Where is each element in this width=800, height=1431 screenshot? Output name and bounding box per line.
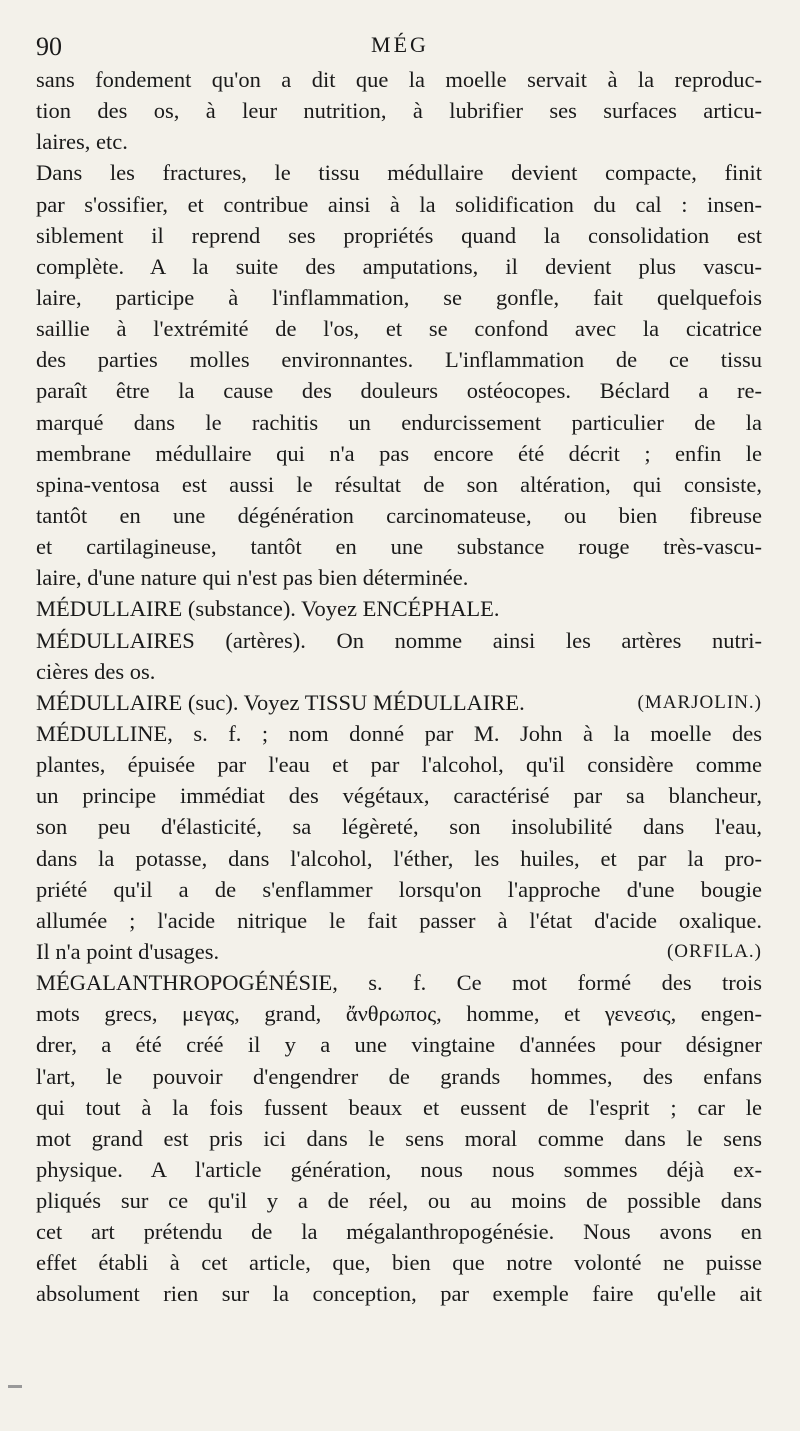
- text-line: [36, 656, 762, 687]
- line-text: Il n'a point d'usages.: [36, 938, 220, 964]
- text-line: [36, 562, 762, 593]
- line-text: par s'ossifier, et contribue ainsi à la solidification du cal : insen-: [36, 191, 762, 217]
- line-text: priété qu'il a de s'enflammer lorsqu'on l'approche d'une bougie: [36, 876, 762, 902]
- text-line: [36, 64, 762, 95]
- text-line: [36, 1278, 762, 1309]
- line-text: MÉDULLINE, s. f. ; nom donné par M. John à la moelle des: [36, 720, 762, 746]
- text-line: [36, 469, 762, 500]
- text-line: [36, 874, 762, 905]
- line-text: spina-ventosa est aussi le résultat de son altération, qui consiste,: [36, 471, 762, 497]
- line-text: cet art prétendu de la mégalanthropogénésie. Nous avons en: [36, 1219, 762, 1245]
- text-line: [36, 1247, 762, 1278]
- line-text: cières des os.: [36, 658, 156, 684]
- text-line: [36, 625, 762, 656]
- line-text: effet établi à cet article, que, bien que notre volonté ne puisse: [36, 1250, 762, 1276]
- text-line: [36, 1123, 762, 1154]
- line-text: tantôt en une dégénération carcinomateuse, ou bien fibreuse: [36, 502, 762, 528]
- text-line: [36, 1154, 762, 1185]
- page-number: 90: [36, 32, 62, 61]
- text-line: [36, 189, 762, 220]
- text-line: [36, 531, 762, 562]
- line-text: plantes, épuisée par l'eau et par l'alcohol, qu'il considère comme: [36, 752, 762, 778]
- text-line: [36, 407, 762, 438]
- line-text: saillie à l'extrémité de l'os, et se confond avec la cicatrice: [36, 316, 762, 342]
- text-line: [36, 313, 762, 344]
- text-line: [36, 500, 762, 531]
- text-line: [36, 1216, 762, 1247]
- author-credit: (ORFILA.): [666, 940, 762, 962]
- page-body-text: [36, 64, 762, 1310]
- line-text: MÉDULLAIRE (substance). Voyez ENCÉPHALE.: [36, 596, 500, 622]
- line-text: pliqués sur ce qu'il y a de réel, ou au moins de possible dans: [36, 1188, 762, 1214]
- line-text: marqué dans le rachitis un endurcissement particulier de la: [36, 409, 762, 435]
- line-text: siblement il reprend ses propriétés quand la consolidation est: [36, 222, 762, 248]
- text-line: [36, 780, 762, 811]
- line-text: mot grand est pris ici dans le sens moral comme dans le sens: [36, 1125, 762, 1151]
- line-text: physique. A l'article génération, nous nous sommes déjà ex-: [36, 1156, 762, 1182]
- line-text: Dans les fractures, le tissu médullaire devient compacte, finit: [36, 160, 762, 186]
- page-header: [36, 32, 764, 64]
- line-text: allumée ; l'acide nitrique le fait passer à l'état d'acide oxalique.: [36, 907, 762, 933]
- text-line: [36, 905, 762, 936]
- line-text: des parties molles environnantes. L'inflammation de ce tissu: [36, 347, 762, 373]
- line-text: mots grecs, μεγας, grand, ἄνθρωπος, homme, et γενεσις, engen-: [36, 1001, 762, 1027]
- line-text: son peu d'élasticité, sa légèreté, son insolubilité dans l'eau,: [36, 814, 762, 840]
- line-text: MÉGALANTHROPOGÉNÉSIE, s. f. Ce mot formé des trois: [36, 970, 762, 996]
- text-line: [36, 967, 762, 998]
- text-line: [36, 344, 762, 375]
- line-text: paraît être la cause des douleurs ostéocopes. Béclard a re-: [36, 378, 762, 404]
- line-text: sans fondement qu'on a dit que la moelle servait à la reproduc-: [36, 67, 762, 92]
- text-line: [36, 1092, 762, 1123]
- author-credit: (MARJOLIN.): [637, 691, 762, 713]
- line-text: membrane médullaire qui n'a pas encore été décrit ; enfin le: [36, 440, 762, 466]
- text-line: [36, 718, 762, 749]
- line-text: complète. A la suite des amputations, il devient plus vascu-: [36, 253, 762, 279]
- line-text: l'art, le pouvoir d'engendrer de grands hommes, des enfans: [36, 1063, 762, 1089]
- line-text: drer, a été créé il y a une vingtaine d'années pour désigner: [36, 1032, 762, 1058]
- text-line: [36, 438, 762, 469]
- text-line: [36, 998, 762, 1029]
- line-text: qui tout à la fois fussent beaux et eussent de l'esprit ; car le: [36, 1094, 762, 1120]
- text-line: [36, 251, 762, 282]
- text-line: [36, 1185, 762, 1216]
- line-text: laire, d'une nature qui n'est pas bien déterminée.: [36, 565, 469, 591]
- line-text: et cartilagineuse, tantôt en une substance rouge très-vascu-: [36, 534, 762, 560]
- text-line: [36, 220, 762, 251]
- line-text: tion des os, à leur nutrition, à lubrifier ses surfaces articu-: [36, 98, 762, 124]
- text-line: [36, 811, 762, 842]
- text-line: [36, 375, 762, 406]
- running-head: MÉG: [371, 32, 429, 57]
- text-line: [36, 936, 762, 967]
- text-line: [36, 1061, 762, 1092]
- line-text: MÉDULLAIRES (artères). On nomme ainsi les artères nutri-: [36, 627, 762, 653]
- line-text: dans la potasse, dans l'alcohol, l'éther, les huiles, et par la pro-: [36, 845, 762, 871]
- line-text: un principe immédiat des végétaux, caractérisé par sa blancheur,: [36, 783, 762, 809]
- text-line: [36, 1029, 762, 1060]
- line-text: absolument rien sur la conception, par exemple faire qu'elle ait: [36, 1281, 762, 1307]
- text-line: [36, 95, 762, 126]
- text-line: [36, 687, 762, 718]
- text-line: [36, 749, 762, 780]
- text-line: [36, 593, 762, 624]
- text-line: [36, 843, 762, 874]
- text-line: [36, 282, 762, 313]
- print-mark: [8, 1385, 22, 1388]
- line-text: MÉDULLAIRE (suc). Voyez TISSU MÉDULLAIRE.: [36, 689, 525, 715]
- text-line: [36, 126, 762, 157]
- line-text: laire, participe à l'inflammation, se gonfle, fait quelquefois: [36, 284, 762, 310]
- text-line: [36, 157, 762, 188]
- line-text: laires, etc.: [36, 129, 128, 155]
